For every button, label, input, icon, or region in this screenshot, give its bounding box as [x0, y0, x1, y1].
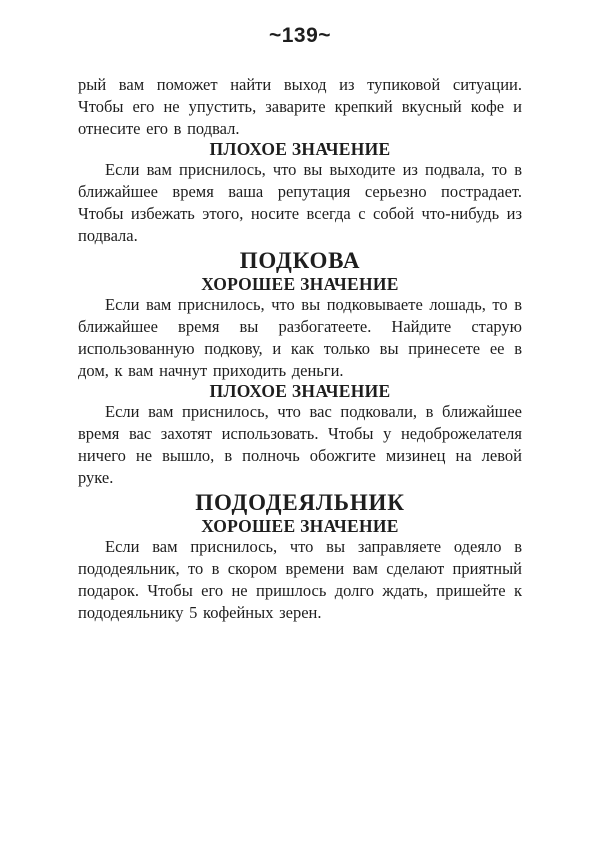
page-number: ~139~	[268, 24, 332, 47]
bad-meaning-paragraph: Если вам приснилось, что вас подковали, в ближайшее время вас захотят использовать. Чтобы у недоброжелателя ничего не вышло, в полночь обожгите мизинец на левой руке.	[78, 402, 522, 487]
good-meaning-paragraph: Если вам приснилось, что вы заправляете одеяло в пододеяльник, то в скором времени вам сделают приятный подарок. Чтобы его не пришлось долго ждать, пришейте к пододеяльнику 5 кофейных зерен.	[78, 537, 522, 622]
bad-meaning-heading: ПЛОХОЕ ЗНАЧЕНИЕ	[209, 381, 391, 401]
bad-meaning-heading: ПЛОХОЕ ЗНАЧЕНИЕ	[209, 139, 391, 159]
article-title-pododeyalnik: ПОДОДЕЯЛЬНИК	[195, 490, 405, 515]
good-meaning-heading: ХОРОШЕЕ ЗНАЧЕНИЕ	[201, 274, 399, 294]
article-title-podkova: ПОДКОВА	[239, 248, 361, 273]
good-meaning-heading: ХОРОШЕЕ ЗНАЧЕНИЕ	[201, 516, 399, 536]
continuation-paragraph: рый вам поможет найти выход из тупиковой ситуации. Чтобы его не упустить, заварите крепкий вкусный кофе и отнесите его в подвал.	[78, 75, 522, 138]
bad-meaning-paragraph: Если вам приснилось, что вы выходите из подвала, то в ближайшее время ваша репутация серьезно пострадает. Чтобы избежать этого, носите всегда с собой что-нибудь из подвала.	[78, 160, 522, 245]
good-meaning-paragraph: Если вам приснилось, что вы подковываете лошадь, то в ближайшее время вы разбогатеете. Найдите старую использованную подкову, и как только вы принесете ее в дом, к вам начнут приходить деньги.	[78, 295, 522, 380]
